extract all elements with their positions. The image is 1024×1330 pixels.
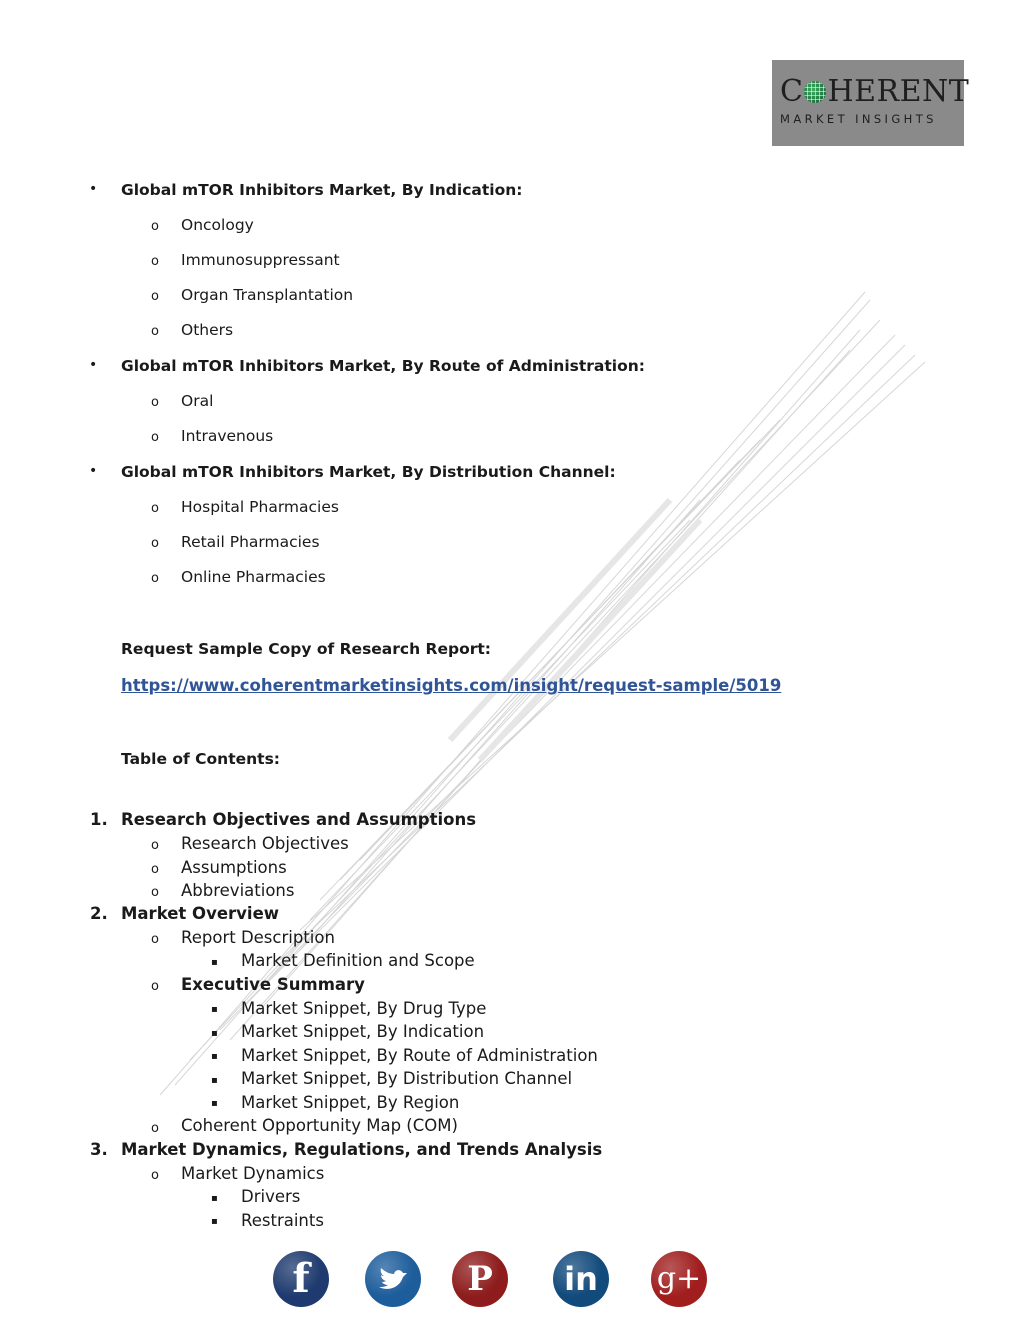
circle-marker: o: [151, 219, 159, 234]
list-item: Others: [181, 321, 234, 339]
toc-number: 2.: [90, 904, 108, 923]
toc-number: 3.: [90, 1140, 108, 1159]
toc-title: Table of Contents:: [121, 750, 280, 768]
list-item: Online Pharmacies: [181, 568, 326, 586]
circle-marker: o: [151, 430, 159, 445]
toc-item: Coherent Opportunity Map (COM): [181, 1116, 458, 1135]
google-plus-icon: g+: [656, 1261, 702, 1296]
toc-section-2: Market Overview: [121, 904, 279, 923]
toc-subitem: Market Snippet, By Indication: [241, 1022, 485, 1041]
list-item: Oncology: [181, 216, 254, 234]
toc-item: Research Objectives: [181, 834, 349, 853]
toc-subitem: Drivers: [241, 1187, 301, 1206]
circle-marker: o: [151, 289, 159, 304]
square-marker: ▪: [211, 1028, 218, 1039]
toc-subitem: Restraints: [241, 1211, 324, 1230]
company-logo: [772, 60, 970, 146]
toc-section-1: Research Objectives and Assumptions: [121, 810, 477, 829]
square-marker: ▪: [211, 1216, 218, 1227]
toc-item: Assumptions: [181, 858, 287, 877]
segment-heading-route: Global mTOR Inhibitors Market, By Route of Administration:: [121, 357, 645, 375]
square-marker: ▪: [211, 1075, 218, 1086]
square-marker: ▪: [211, 957, 218, 968]
circle-marker: o: [151, 979, 159, 994]
toc-item: Abbreviations: [181, 881, 295, 900]
toc-subitem: Market Snippet, By Distribution Channel: [241, 1069, 573, 1088]
square-marker: ▪: [211, 1004, 218, 1015]
circle-marker: o: [151, 254, 159, 269]
segment-heading-indication: Global mTOR Inhibitors Market, By Indication:: [121, 181, 523, 199]
circle-marker: o: [151, 932, 159, 947]
globe-icon: [804, 81, 826, 103]
toc-item: Report Description: [181, 928, 335, 947]
toc-section-3: Market Dynamics, Regulations, and Trends Analysis: [121, 1140, 603, 1159]
toc-subitem: Market Snippet, By Route of Administration: [241, 1046, 598, 1065]
toc-item: Market Dynamics: [181, 1164, 325, 1183]
circle-marker: o: [151, 838, 159, 853]
list-item: Hospital Pharmacies: [181, 498, 339, 516]
circle-marker: o: [151, 501, 159, 516]
toc-subitem: Market Snippet, By Region: [241, 1093, 460, 1112]
bullet-marker: •: [89, 463, 98, 479]
pinterest-button[interactable]: [452, 1251, 508, 1307]
circle-marker: o: [151, 1168, 159, 1183]
list-item: Intravenous: [181, 427, 274, 445]
google-plus-button[interactable]: [651, 1251, 707, 1307]
logo-subtitle: MARKET INSIGHTS: [780, 112, 937, 126]
list-item: Oral: [181, 392, 214, 410]
circle-marker: o: [151, 395, 159, 410]
toc-item-executive-summary: Executive Summary: [181, 975, 365, 994]
pinterest-icon: P: [467, 1259, 493, 1299]
linkedin-icon: in: [564, 1260, 598, 1298]
square-marker: ▪: [211, 1193, 218, 1204]
bullet-marker: •: [89, 181, 98, 197]
request-sample-label: Request Sample Copy of Research Report:: [121, 640, 491, 658]
circle-marker: o: [151, 324, 159, 339]
circle-marker: o: [151, 862, 159, 877]
bullet-marker: •: [89, 357, 98, 373]
twitter-button[interactable]: [365, 1251, 421, 1307]
linkedin-button[interactable]: [553, 1251, 609, 1307]
list-item: Immunosuppressant: [181, 251, 340, 269]
square-marker: ▪: [211, 1098, 218, 1109]
request-sample-link[interactable]: https://www.coherentmarketinsights.com/insight/request-sample/5019: [121, 676, 782, 695]
facebook-icon: f: [292, 1255, 310, 1302]
circle-marker: o: [151, 571, 159, 586]
list-item: Retail Pharmacies: [181, 533, 320, 551]
segment-heading-distribution: Global mTOR Inhibitors Market, By Distribution Channel:: [121, 463, 616, 481]
square-marker: ▪: [211, 1051, 218, 1062]
toc-number: 1.: [90, 810, 108, 829]
toc-subitem: Market Definition and Scope: [241, 951, 475, 970]
circle-marker: o: [151, 1121, 159, 1136]
toc-subitem: Market Snippet, By Drug Type: [241, 999, 487, 1018]
facebook-button[interactable]: [273, 1251, 329, 1307]
logo-wordmark: C HERENT: [780, 74, 970, 109]
circle-marker: o: [151, 536, 159, 551]
circle-marker: o: [151, 885, 159, 900]
list-item: Organ Transplantation: [181, 286, 354, 304]
